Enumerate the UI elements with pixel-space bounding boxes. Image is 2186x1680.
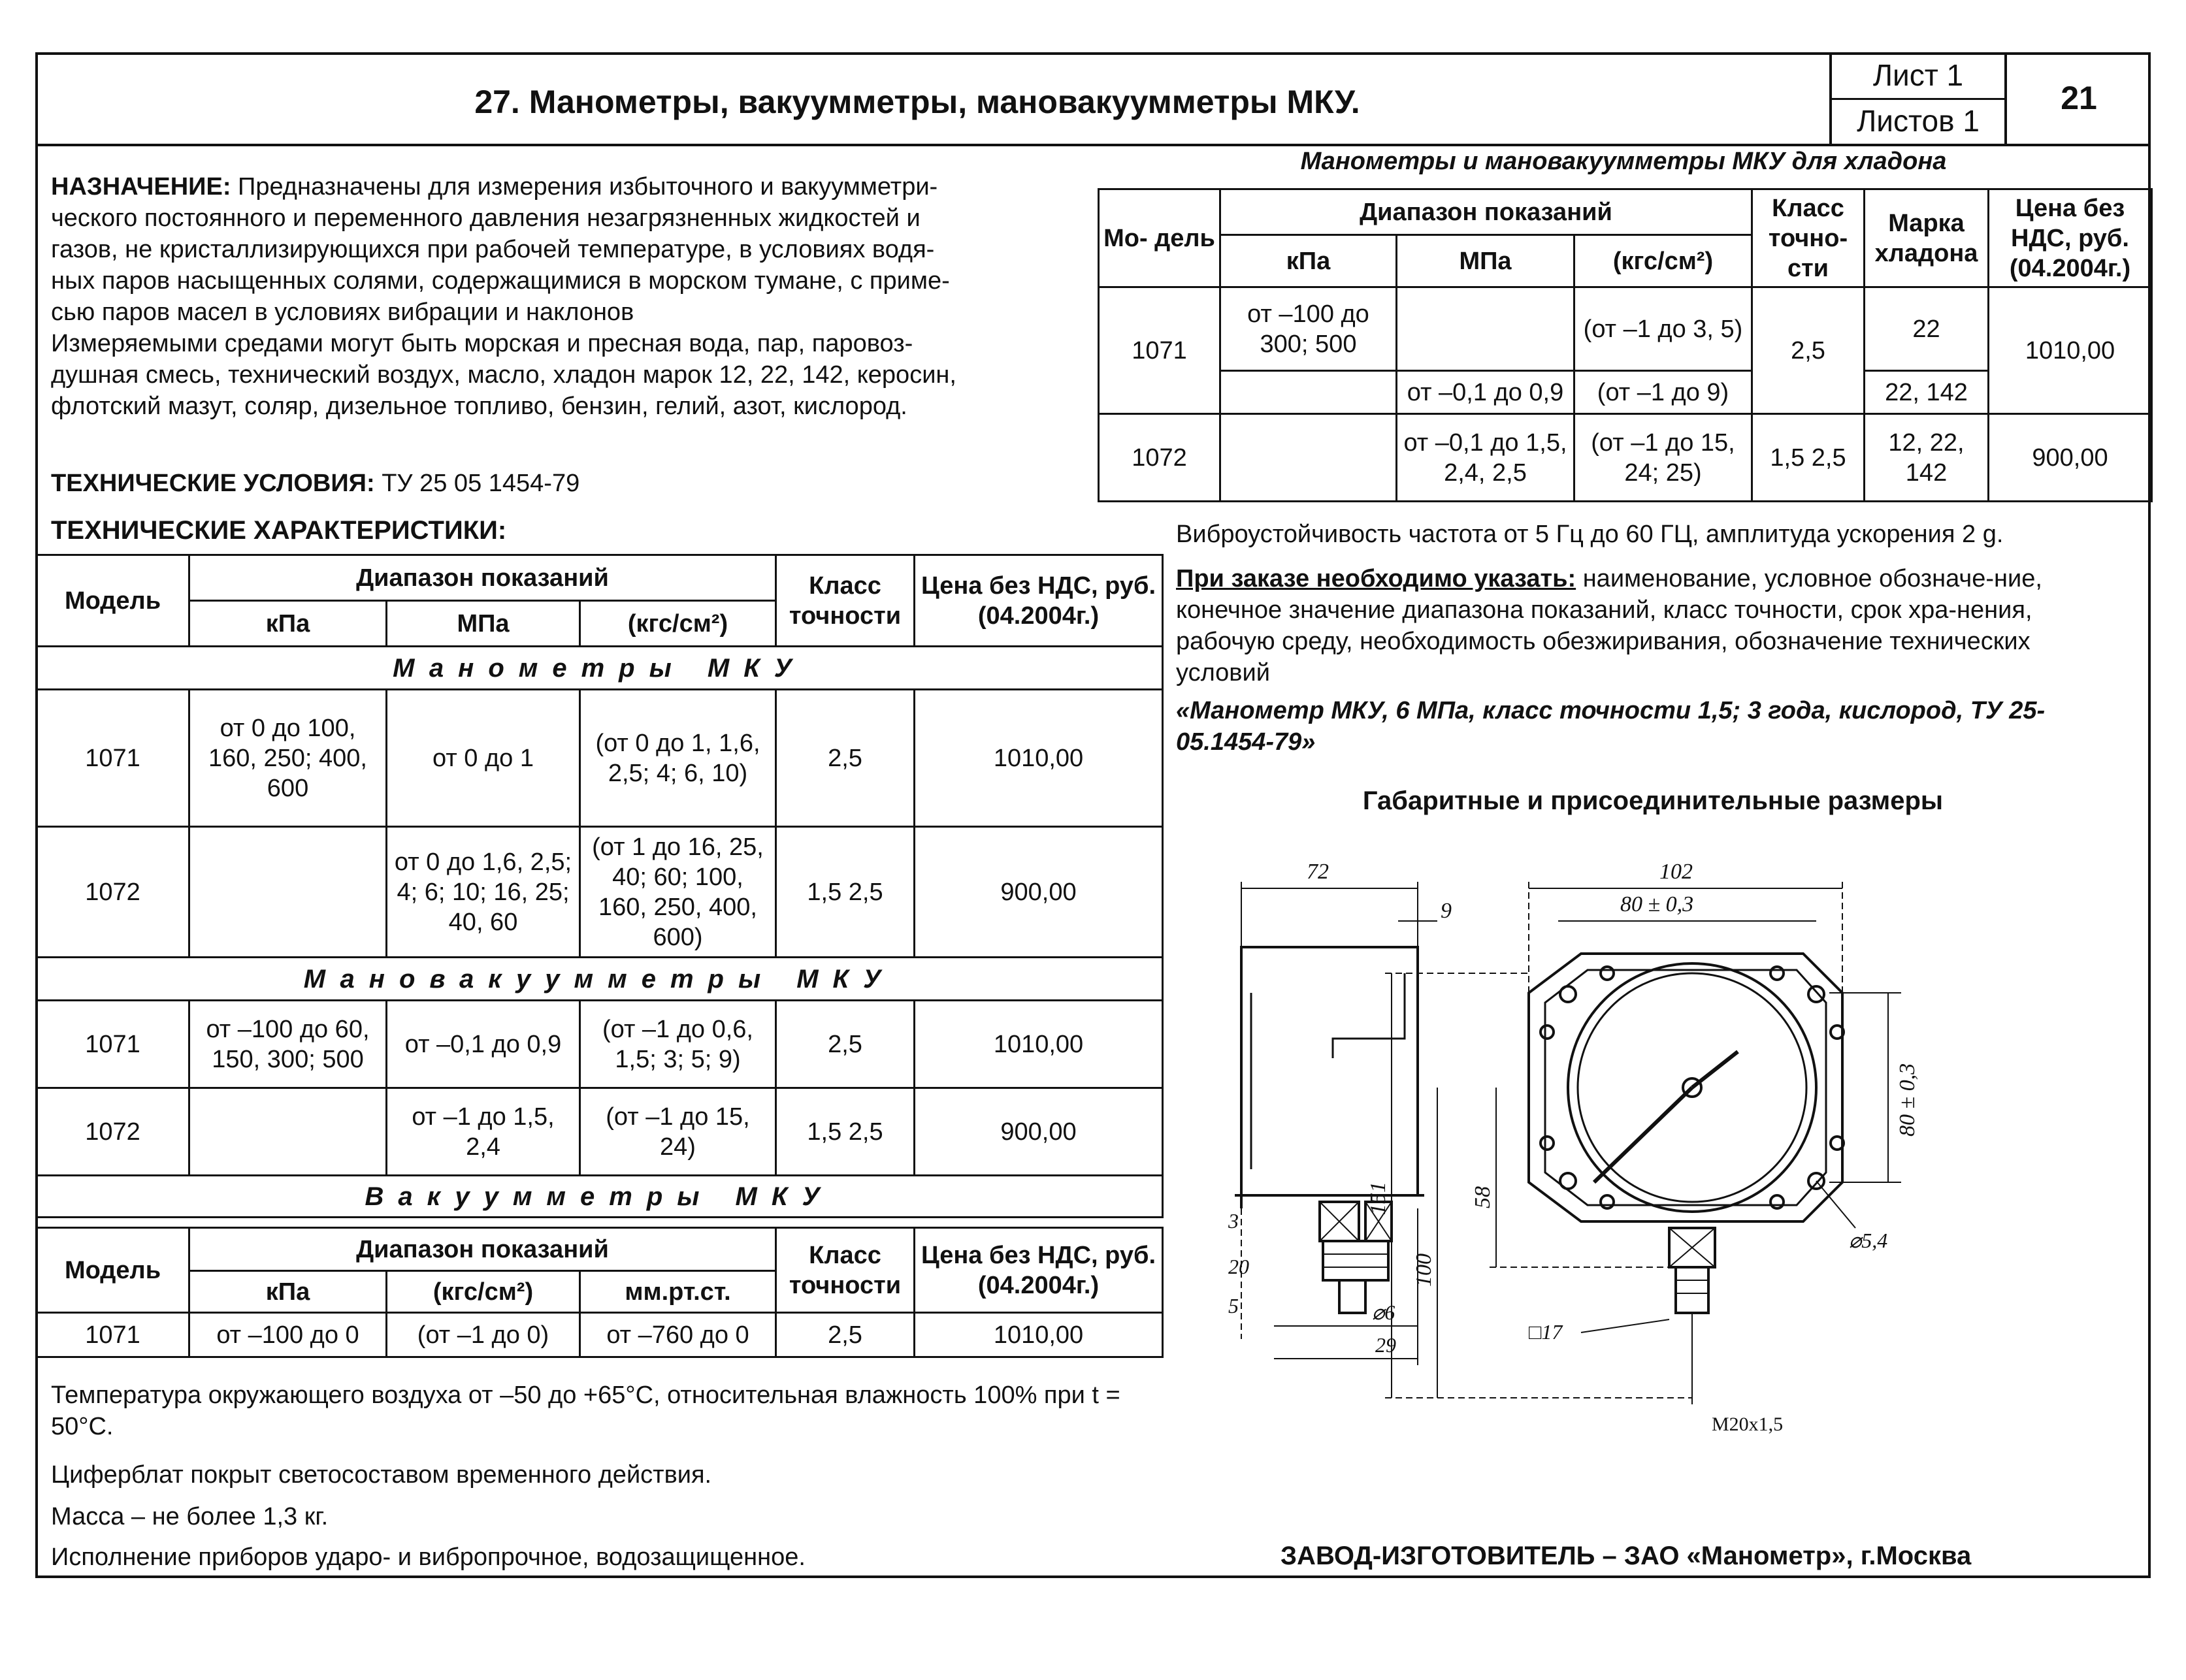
dim-hole-d54: ⌀5,4 [1849, 1229, 1888, 1252]
drawing-caption: Габаритные и присоединительные размеры [1362, 786, 1944, 815]
vibration-text: Виброустойчивость частота от 5 Гц до 60 ГЦ, амплитуда ускорения 2 g. [1176, 521, 2004, 548]
vacuum-table: Модель Диапазон показаний Класс точности Цена без НДС, руб. (04.2004г.) кПа (кгс/см²) мм.рт.ст. 1071 от –100 до 0 (от –1 до 0) от –760 до 0 2,5 1010,00 [35, 1227, 1164, 1358]
page-title: 27. Манометры, вакуумметры, мановакуумметры МКУ. [474, 84, 1360, 120]
dim-80-height: 80 ± 0,3 [1895, 1063, 1919, 1137]
col-mpa: МПа [387, 601, 580, 647]
dim-d6: ⌀6 [1372, 1300, 1395, 1324]
sheet-label: Лист 1 [1832, 52, 2004, 100]
specs-table [35, 554, 1164, 1218]
note-dial: Циферблат покрыт светосоставом временного действия. [51, 1461, 712, 1489]
dim-3: 3 [1228, 1209, 1239, 1233]
tech-conditions-label: ТЕХНИЧЕСКИЕ УСЛОВИЯ: [51, 470, 375, 497]
purpose-line-4: сью паров масел в условиях вибрации и наклонов [51, 299, 634, 326]
order-example: «Манометр МКУ, 6 МПа, класс точности 1,5; 3 года, кислород, ТУ 25-05.1454-79» [1176, 697, 2046, 756]
side-view [1235, 882, 1437, 1365]
col-kpa: кПа [189, 601, 387, 647]
freon-table-title: Манометры и мановакуумметры МКУ для хладона [1300, 148, 1947, 175]
table-row: 1071 от –100 до 300; 500 (от –1 до 3, 5) 2,5 22 1010,00 [1099, 287, 2152, 371]
table-row: 1072 от –1 до 1,5, 2,4 (от –1 до 15, 24) 1,5 2,5 900,00 [37, 1088, 1163, 1176]
order-body: наименование, условное обозначе-ние, конечное значение диапазона показаний, класс точности, срок хра-нения, рабочую среду, необходимость обезжиривания, обозначение технических условий [1176, 565, 2042, 687]
purpose-line-5: Измеряемыми средами могут быть морская и пресная вода, пар, паровоз- [51, 330, 913, 357]
manufacturer: ЗАВОД-ИЗГОТОВИТЕЛЬ – ЗАО «Манометр», г.Москва [1281, 1542, 1972, 1570]
table-row: 1072 от 0 до 1,6, 2,5; 4; 6; 10; 16, 25; 40, 60 (от 1 до 16, 25, 40; 60; 100, 160, 250, 400, 600) 1,5 2,5 900,00 [37, 827, 1163, 958]
purpose-line-7: флотский мазут, соляр, дизельное топливо, бензин, гелий, азот, кислород. [51, 393, 907, 420]
dim-58: 58 [1471, 1186, 1495, 1208]
front-view [1385, 882, 1901, 1404]
dim-100: 100 [1412, 1253, 1436, 1287]
freon-table: Мо- дель Диапазон показаний Класс точно- сти Марка хладона Цена без НДС, руб. (04.2004г.) кПа МПа (кгс/см²) 1071 от –100 до 300; 500 (от –1 до 3, 5) 2,5 22 1010,00 от –0,1 до 0,9 (от –1 до 9) 22, 142 1072 от –0,1 до 1,5, 2,4, 2,5 (от –1 до 15, 24; 25) 1,5 2,5 12, 22, 142 900,00 [1098, 188, 2153, 502]
dim-102: 102 [1659, 860, 1693, 884]
table-row: 1071 от –100 до 60, 150, 300; 500 от –0,1 до 0,9 (от –1 до 0,6, 1,5; 3; 5; 9) 2,5 1010,00 [37, 1001, 1163, 1088]
header-divider [35, 144, 2151, 146]
purpose-line-1: ческого постоянного и переменного давления незагрязненных жидкостей и [51, 204, 921, 232]
dim-29: 29 [1375, 1333, 1396, 1357]
table-row: от –0,1 до 0,9 (от –1 до 9) 22, 142 [1099, 371, 2152, 414]
dim-80-width: 80 ± 0,3 [1620, 892, 1694, 916]
order-text [1176, 563, 2104, 688]
purpose-block [51, 171, 1070, 422]
dim-151: 151 [1366, 1182, 1390, 1215]
note-execution: Исполнение приборов ударо- и вибропрочное, водозащищенное. [51, 1543, 806, 1571]
tech-specs-heading: ТЕХНИЧЕСКИЕ ХАРАКТЕРИСТИКИ: [51, 516, 507, 545]
band-vacuum: Вакуумметры МКУ [37, 1176, 1163, 1218]
col-model: Модель [37, 555, 189, 647]
note-temperature: Температура окружающего воздуха от –50 до +65°С, относительная влажность 100% при t = 50°С. [51, 1381, 1120, 1440]
table-row: 1071 от 0 до 100, 160, 250; 400, 600 от 0 до 1 (от 0 до 1, 1,6, 2,5; 4; 6, 10) 2,5 1010,00 [37, 690, 1163, 827]
dim-5: 5 [1228, 1294, 1239, 1317]
purpose-line-6: душная смесь, технический воздух, масло, хладон марок 12, 22, 142, керосин, [51, 361, 956, 389]
purpose-line-0: НАЗНАЧЕНИЕ: Предназначены для измерения избыточного и вакуумметри- [51, 173, 938, 201]
dim-72: 72 [1307, 860, 1329, 884]
tech-conditions [51, 468, 1070, 499]
col-price: Цена без НДС, руб. (04.2004г.) [915, 555, 1163, 647]
dimension-drawing [1189, 843, 2130, 1522]
col-kgf: (кгс/см²) [580, 601, 776, 647]
dim-9: 9 [1441, 899, 1452, 923]
dim-20: 20 [1228, 1255, 1249, 1278]
tech-conditions-value: ТУ 25 05 1454-79 [374, 470, 580, 497]
col-range: Диапазон показаний [189, 555, 776, 601]
page-number: 21 [2061, 80, 2097, 116]
purpose-line-3: ных паров насыщенных солями, содержащимися в морском тумане, с приме- [51, 267, 950, 295]
purpose-label: НАЗНАЧЕНИЕ: [51, 173, 231, 201]
purpose-line-2: газов, не кристаллизирующихся при рабочей температуре, в условиях водя- [51, 236, 935, 263]
sheet-box [1829, 52, 2007, 144]
sheets-label: Листов 1 [1857, 104, 1980, 138]
dim-square-17: □17 [1529, 1320, 1563, 1344]
note-mass: Масса – не более 1,3 кг. [51, 1503, 329, 1530]
order-label: При заказе необходимо указать: [1176, 565, 1576, 592]
table-row: 1072 от –0,1 до 1,5, 2,4, 2,5 (от –1 до 15, 24; 25) 1,5 2,5 12, 22, 142 900,00 [1099, 414, 2152, 502]
thread-label: М20х1,5 [1712, 1413, 1784, 1435]
table-row: 1071 от –100 до 0 (от –1 до 0) от –760 до 0 2,5 1010,00 [37, 1313, 1163, 1357]
band-manometers: Манометры МКУ [37, 647, 1163, 690]
col-class: Класс точности [776, 555, 915, 647]
band-manovac: Мановакуумметры МКУ [37, 958, 1163, 1001]
